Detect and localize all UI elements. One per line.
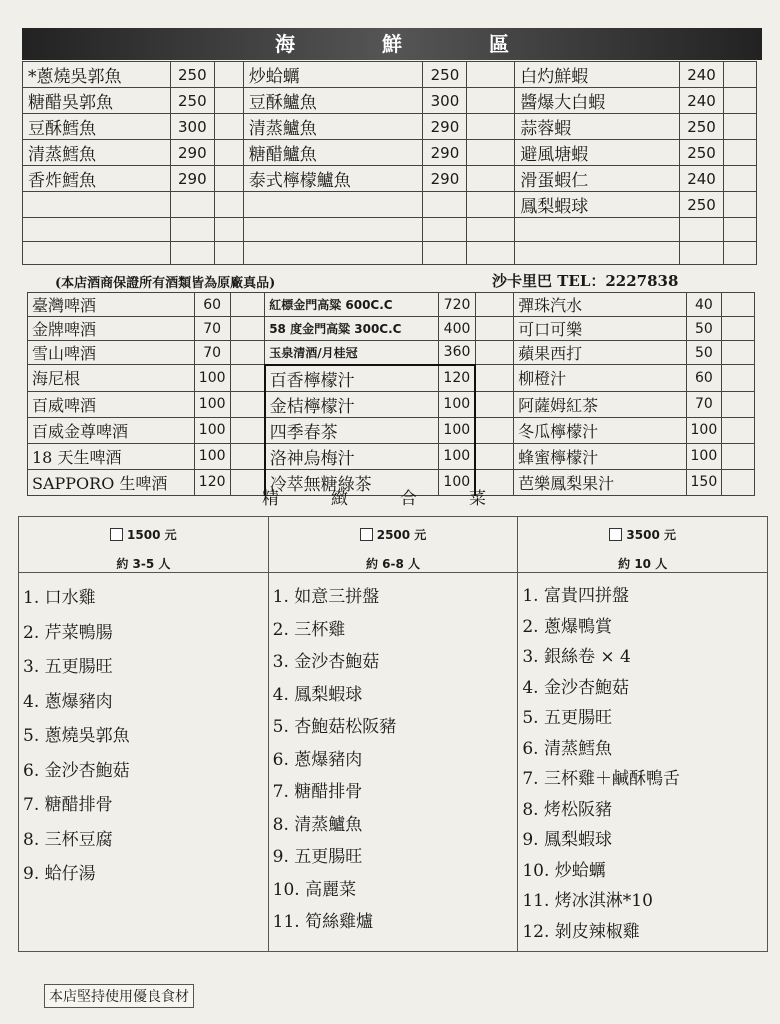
empty-cell — [467, 218, 515, 242]
list-item: 2. 芹菜鴨腸 — [23, 622, 113, 643]
menu-item-price: 250 — [170, 88, 214, 114]
set-menu-title: 精緻合菜 — [262, 489, 538, 509]
list-item: 10. 炒蛤蠣 — [522, 860, 606, 881]
menu-item-name: 58 度金門高粱 300C.C — [265, 317, 439, 341]
empty-cell — [230, 417, 265, 443]
menu-item-name: 雪山啤酒 — [28, 341, 195, 365]
table-row — [28, 341, 755, 365]
empty-cell — [475, 317, 513, 341]
set-menu-header — [19, 517, 268, 573]
list-item: 6. 清蒸鱈魚 — [522, 738, 612, 759]
empty-cell — [724, 114, 757, 140]
table-row — [28, 417, 755, 443]
table-row — [28, 443, 755, 469]
empty-cell — [467, 114, 515, 140]
list-item: 12. 剝皮辣椒雞 — [522, 921, 640, 942]
set-menu-column-3500 — [518, 517, 767, 951]
table-row — [23, 140, 757, 166]
empty-cell — [475, 443, 513, 469]
empty-cell — [214, 88, 243, 114]
empty-cell — [475, 293, 513, 317]
menu-item-price: 100 — [439, 391, 475, 417]
table-row — [23, 218, 757, 242]
menu-item-name: 可口可樂 — [514, 317, 686, 341]
menu-item-price: 250 — [170, 62, 214, 88]
menu-item-name: 糖醋吳郭魚 — [23, 88, 171, 114]
menu-item-name: 糖醋鱸魚 — [243, 140, 423, 166]
empty-cell — [475, 391, 513, 417]
menu-item-price: 150 — [686, 469, 722, 495]
menu-item-price: 60 — [686, 365, 722, 392]
menu-item-price: 360 — [439, 341, 475, 365]
menu-item-price: 240 — [680, 166, 724, 192]
set-menu-column-2500 — [269, 517, 519, 951]
list-item: 7. 糖醋排骨 — [23, 795, 113, 815]
empty-cell — [722, 293, 755, 317]
menu-item-price: 290 — [170, 166, 214, 192]
menu-item-name: 紅標金門高粱 600C.C — [265, 293, 439, 317]
menu-item-name — [23, 241, 171, 265]
menu-item-price — [170, 218, 214, 242]
empty-cell — [214, 166, 243, 192]
set-people-count: 約 6-8 人 — [365, 557, 421, 571]
empty-cell — [230, 443, 265, 469]
empty-cell — [724, 140, 757, 166]
menu-item-price — [423, 241, 467, 265]
menu-item-name: 玉泉清酒/月桂冠 — [265, 341, 439, 365]
checkbox[interactable] — [360, 528, 373, 541]
empty-cell — [724, 62, 757, 88]
menu-item-name: 芭樂鳳梨果汁 — [514, 469, 686, 495]
table-row — [23, 62, 757, 88]
menu-item-price: 100 — [194, 391, 230, 417]
set-menu-table — [18, 516, 768, 952]
empty-cell — [722, 469, 755, 495]
menu-item-name: 清蒸鱈魚 — [23, 140, 171, 166]
list-item: 3. 銀絲卷 × 4 — [522, 647, 631, 667]
menu-item-name: 四季春茶 — [265, 417, 439, 443]
table-row — [23, 166, 757, 192]
list-item: 5. 五更腸旺 — [522, 708, 612, 728]
menu-item-name: 洛神烏梅汁 — [265, 443, 439, 469]
menu-item-name: 蘋果西打 — [514, 341, 686, 365]
set-price: 2500 元 — [376, 528, 427, 542]
set-menu-header — [518, 517, 767, 573]
list-item: 4. 鳳梨蝦球 — [272, 684, 363, 705]
menu-item-price: 40 — [686, 293, 722, 317]
list-item: 5. 蔥燒吳郭魚 — [23, 726, 130, 746]
checkbox[interactable] — [609, 528, 622, 541]
table-row — [28, 365, 755, 392]
menu-item-name: 清蒸鱸魚 — [243, 114, 423, 140]
empty-cell — [722, 417, 755, 443]
menu-item-name: 豆酥鱸魚 — [243, 88, 423, 114]
list-item: 3. 五更腸旺 — [23, 657, 113, 677]
empty-cell — [475, 365, 513, 392]
menu-item-price: 250 — [680, 192, 724, 218]
menu-item-name: 18 天生啤酒 — [28, 443, 195, 469]
menu-item-name — [243, 241, 423, 265]
list-item: 10. 高麗菜 — [272, 879, 357, 900]
empty-cell — [475, 417, 513, 443]
list-item: 1. 如意三拼盤 — [272, 587, 380, 607]
empty-cell — [467, 166, 515, 192]
empty-cell — [475, 341, 513, 365]
empty-cell — [230, 469, 265, 495]
empty-cell — [230, 317, 265, 341]
menu-item-price: 100 — [439, 443, 475, 469]
menu-item-price — [423, 192, 467, 218]
menu-item-name: 百威啤酒 — [28, 391, 195, 417]
list-item: 7. 三杯雞＋鹹酥鴨舌 — [522, 769, 680, 789]
phone-number: 沙卡里巴 TEL：2227838 — [492, 272, 679, 290]
list-item: 4. 金沙杏鮑菇 — [522, 677, 629, 698]
menu-item-name — [23, 192, 171, 218]
empty-cell — [214, 192, 243, 218]
empty-cell — [214, 218, 243, 242]
menu-item-name: 彈珠汽水 — [514, 293, 686, 317]
empty-cell — [467, 241, 515, 265]
empty-cell — [230, 365, 265, 392]
empty-cell — [230, 391, 265, 417]
table-row — [28, 293, 755, 317]
menu-item-name: *蔥燒吳郭魚 — [23, 62, 171, 88]
menu-item-price — [170, 241, 214, 265]
list-item: 9. 鳳梨蝦球 — [522, 830, 612, 850]
menu-item-name: 滑蛋蝦仁 — [515, 166, 680, 192]
seafood-table — [22, 61, 757, 265]
menu-item-price: 240 — [680, 62, 724, 88]
empty-cell — [722, 341, 755, 365]
menu-item-price: 250 — [423, 62, 467, 88]
set-price: 3500 元 — [626, 528, 676, 542]
menu-item-price: 70 — [194, 317, 230, 341]
table-row — [28, 391, 755, 417]
set-dish-list — [19, 573, 268, 892]
menu-item-price — [423, 218, 467, 242]
empty-cell — [724, 88, 757, 114]
list-item: 1. 富貴四拼盤 — [522, 586, 629, 606]
table-row — [28, 317, 755, 341]
menu-item-name: 冬瓜檸檬汁 — [514, 417, 686, 443]
list-item: 2. 三杯雞 — [272, 619, 346, 640]
menu-item-price: 720 — [439, 293, 475, 317]
list-item: 3. 金沙杏鮑菇 — [272, 652, 380, 672]
list-item: 7. 糖醋排骨 — [272, 782, 363, 802]
empty-cell — [467, 140, 515, 166]
menu-item-price: 290 — [423, 114, 467, 140]
menu-item-name: 豆酥鱈魚 — [23, 114, 171, 140]
menu-item-name — [243, 218, 423, 242]
menu-item-price: 250 — [680, 114, 724, 140]
list-item: 8. 三杯豆腐 — [23, 829, 113, 850]
empty-cell — [214, 114, 243, 140]
menu-item-name: 炒蛤蠣 — [243, 62, 423, 88]
set-people-count: 約 3-5 人 — [116, 557, 171, 571]
menu-item-price: 300 — [170, 114, 214, 140]
empty-cell — [724, 192, 757, 218]
menu-item-price: 240 — [680, 88, 724, 114]
menu-item-price: 250 — [680, 140, 724, 166]
menu-item-price: 100 — [194, 443, 230, 469]
table-row — [23, 114, 757, 140]
list-item: 11. 烤冰淇淋*10 — [522, 891, 653, 911]
menu-item-name: 阿薩姆紅茶 — [514, 391, 686, 417]
menu-item-name: 泰式檸檬鱸魚 — [243, 166, 423, 192]
menu-item-name: 蒜蓉蝦 — [515, 114, 680, 140]
menu-item-price: 50 — [686, 341, 722, 365]
empty-cell — [230, 341, 265, 365]
menu-item-name: 海尼根 — [28, 365, 195, 392]
menu-item-price: 100 — [194, 365, 230, 392]
list-item: 1. 口水雞 — [23, 588, 96, 608]
empty-cell — [230, 293, 265, 317]
drinks-authenticity-note: (本店酒商保證所有酒類皆為原廠真品) — [55, 276, 276, 291]
empty-cell — [724, 218, 757, 242]
menu-item-price — [170, 192, 214, 218]
menu-item-name: 百威金尊啤酒 — [28, 417, 195, 443]
set-dish-list — [269, 573, 518, 939]
menu-item-name: 金桔檸檬汁 — [265, 391, 439, 417]
empty-cell — [467, 88, 515, 114]
menu-item-name: 冷萃無糖綠茶 — [265, 469, 439, 495]
set-price: 1500 元 — [127, 528, 177, 542]
menu-item-price: 70 — [194, 341, 230, 365]
menu-item-price: 100 — [439, 469, 475, 495]
menu-item-name: 蜂蜜檸檬汁 — [514, 443, 686, 469]
empty-cell — [214, 140, 243, 166]
list-item: 6. 蔥爆豬肉 — [272, 749, 363, 770]
menu-item-price: 100 — [439, 417, 475, 443]
menu-item-price: 60 — [194, 293, 230, 317]
menu-item-name — [243, 192, 423, 218]
menu-item-price: 100 — [686, 443, 722, 469]
menu-item-price: 100 — [686, 417, 722, 443]
empty-cell — [722, 365, 755, 392]
menu-item-price: 70 — [686, 391, 722, 417]
checkbox[interactable] — [110, 528, 123, 541]
menu-item-name: 百香檸檬汁 — [265, 365, 439, 392]
menu-item-name: 臺灣啤酒 — [28, 293, 195, 317]
menu-item-price: 290 — [170, 140, 214, 166]
set-menu-header — [269, 517, 518, 573]
menu-item-name: 金牌啤酒 — [28, 317, 195, 341]
empty-cell — [722, 317, 755, 341]
list-item: 8. 烤松阪豬 — [522, 799, 612, 820]
empty-cell — [722, 443, 755, 469]
menu-item-name: 避風塘蝦 — [515, 140, 680, 166]
menu-item-name: 柳橙汁 — [514, 365, 686, 392]
drinks-table — [27, 292, 755, 496]
menu-item-name — [515, 218, 680, 242]
empty-cell — [214, 241, 243, 265]
seafood-section-header: 海 鮮 區 — [22, 28, 762, 60]
menu-item-price: 120 — [194, 469, 230, 495]
menu-item-price: 50 — [686, 317, 722, 341]
empty-cell — [467, 192, 515, 218]
empty-cell — [214, 62, 243, 88]
menu-item-price: 290 — [423, 140, 467, 166]
set-people-count: 約 10 人 — [618, 557, 668, 571]
menu-item-name: 醬爆大白蝦 — [515, 88, 680, 114]
menu-item-name — [515, 241, 680, 265]
menu-item-price: 120 — [439, 365, 475, 392]
empty-cell — [724, 166, 757, 192]
menu-item-price — [680, 241, 724, 265]
list-item: 2. 蔥爆鴨賞 — [522, 616, 612, 637]
list-item: 4. 蔥爆豬肉 — [23, 691, 113, 712]
table-row — [23, 241, 757, 265]
menu-item-price: 300 — [423, 88, 467, 114]
menu-item-name: SAPPORO 生啤酒 — [28, 469, 195, 495]
table-row — [23, 192, 757, 218]
empty-cell — [722, 391, 755, 417]
empty-cell — [724, 241, 757, 265]
menu-item-name: 鳳梨蝦球 — [515, 192, 680, 218]
list-item: 9. 蛤仔湯 — [23, 864, 96, 884]
table-row — [23, 88, 757, 114]
set-dish-list — [518, 573, 767, 947]
menu-item-price: 290 — [423, 166, 467, 192]
menu-item-name — [23, 218, 171, 242]
list-item: 8. 清蒸鱸魚 — [272, 814, 363, 835]
list-item: 5. 杏鮑菇松阪豬 — [272, 717, 397, 737]
list-item: 9. 五更腸旺 — [272, 847, 363, 867]
empty-cell — [467, 62, 515, 88]
menu-item-price: 400 — [439, 317, 475, 341]
list-item: 11. 筍絲雞爐 — [272, 912, 374, 932]
menu-item-name: 白灼鮮蝦 — [515, 62, 680, 88]
menu-item-price: 100 — [194, 417, 230, 443]
set-menu-column-1500 — [19, 517, 269, 951]
menu-item-price — [680, 218, 724, 242]
menu-item-name: 香炸鱈魚 — [23, 166, 171, 192]
footer-quality-note: 本店堅持使用優良食材 — [44, 984, 194, 1008]
list-item: 6. 金沙杏鮑菇 — [23, 760, 130, 781]
